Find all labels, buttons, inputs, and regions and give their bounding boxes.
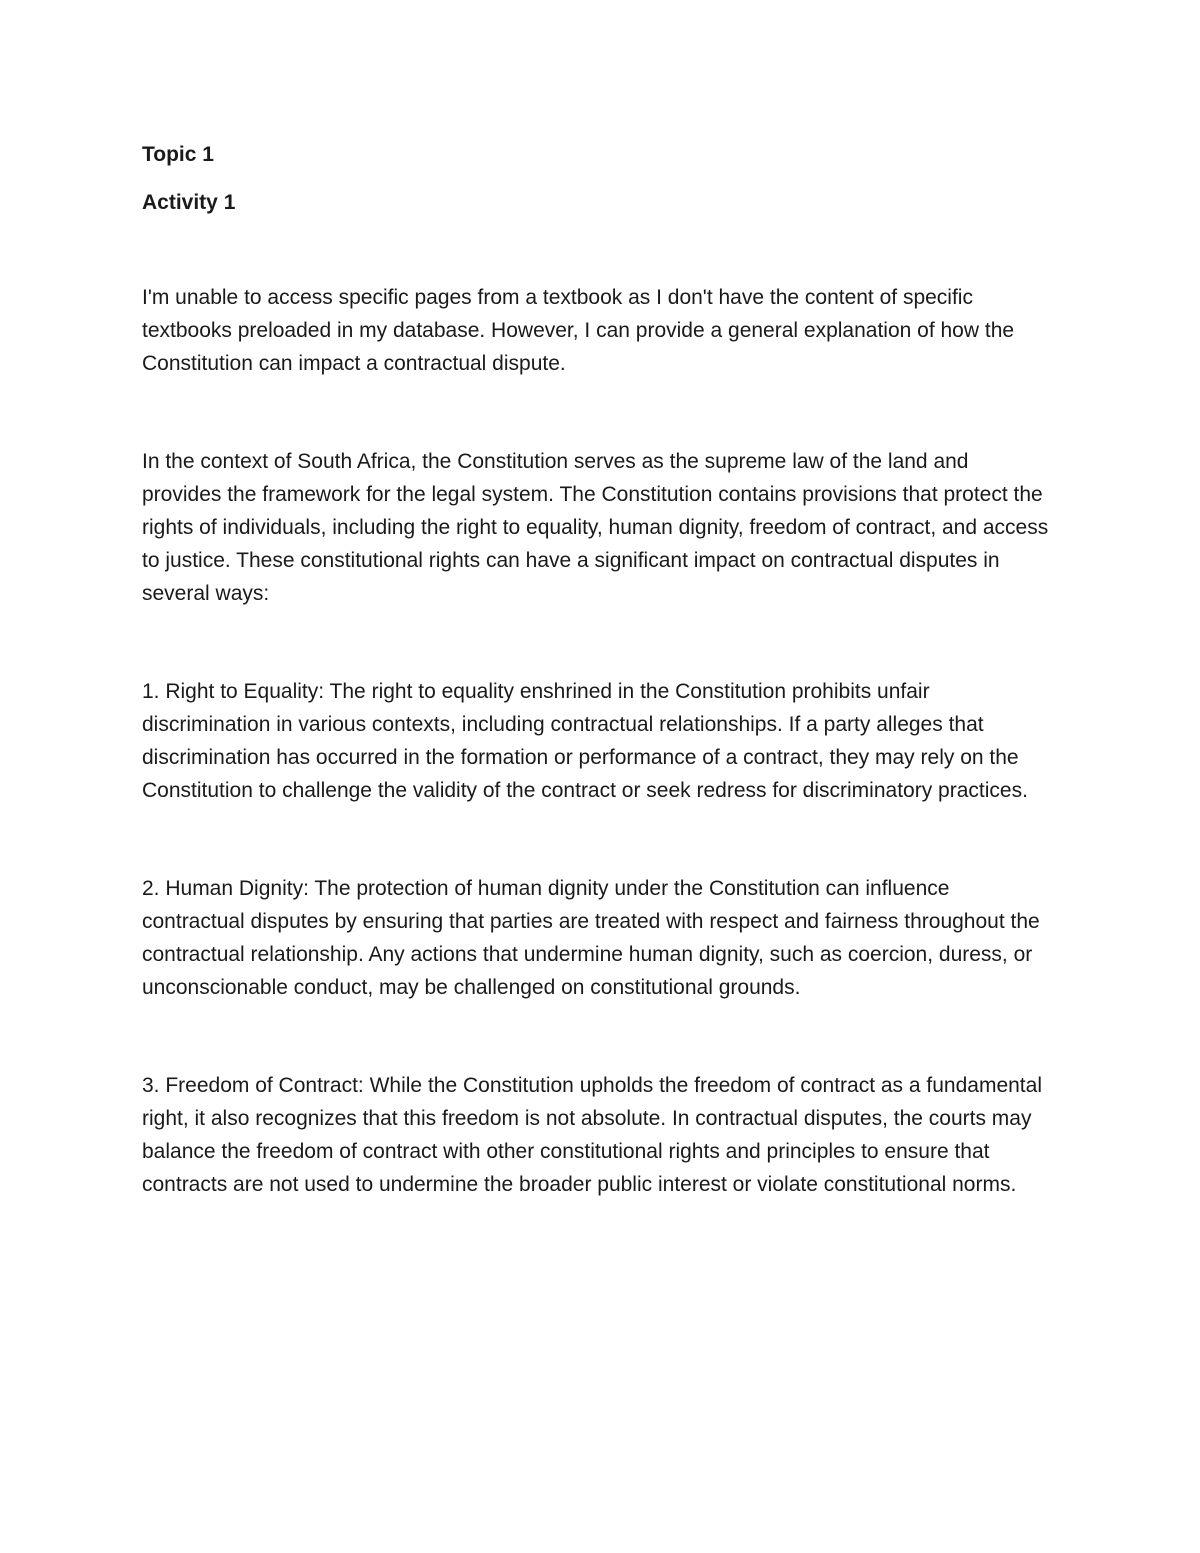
topic-heading: Topic 1 [142, 143, 214, 166]
activity-heading: Activity 1 [142, 191, 236, 214]
context-paragraph: In the context of South Africa, the Constitution serves as the supreme law of the land and provides the framework for the legal system. The Constitution contains provisions that protect the rights of individuals, including the right to equality, human dignity, freedom of contract, and access to justice. These constitutional rights can have a significant impact on contractual disputes in several ways: [142, 450, 1049, 605]
freedom-of-contract-paragraph: 3. Freedom of Contract: While the Constitution upholds the freedom of contract as a fundamental right, it also recognizes that this freedom is not absolute. In contractual disputes, the courts may balance the freedom of contract with other constitutional rights and principles to ensure that contracts are not used to undermine the broader public interest or violate constitutional norms. [142, 1074, 1042, 1196]
equality-paragraph: 1. Right to Equality: The right to equality enshrined in the Constitution prohibits unfair discrimination in various contexts, including contractual relationships. If a party alleges that discrimination has occurred in the formation or performance of a contract, they may rely on the Constitution to challenge the validity of the contract or seek redress for discriminatory practices. [142, 680, 1028, 802]
intro-paragraph: I'm unable to access specific pages from a textbook as I don't have the content of specific textbooks preloaded in my database. However, I can provide a general explanation of how the Constitution can impact a contractual dispute. [142, 286, 1015, 375]
document-body [142, 140, 1052, 1266]
dignity-paragraph: 2. Human Dignity: The protection of human dignity under the Constitution can influence contractual disputes by ensuring that parties are treated with respect and fairness throughout the contractual relationship. Any actions that undermine human dignity, such as coercion, duress, or unconscionable conduct, may be challenged on constitutional grounds. [142, 877, 1040, 999]
